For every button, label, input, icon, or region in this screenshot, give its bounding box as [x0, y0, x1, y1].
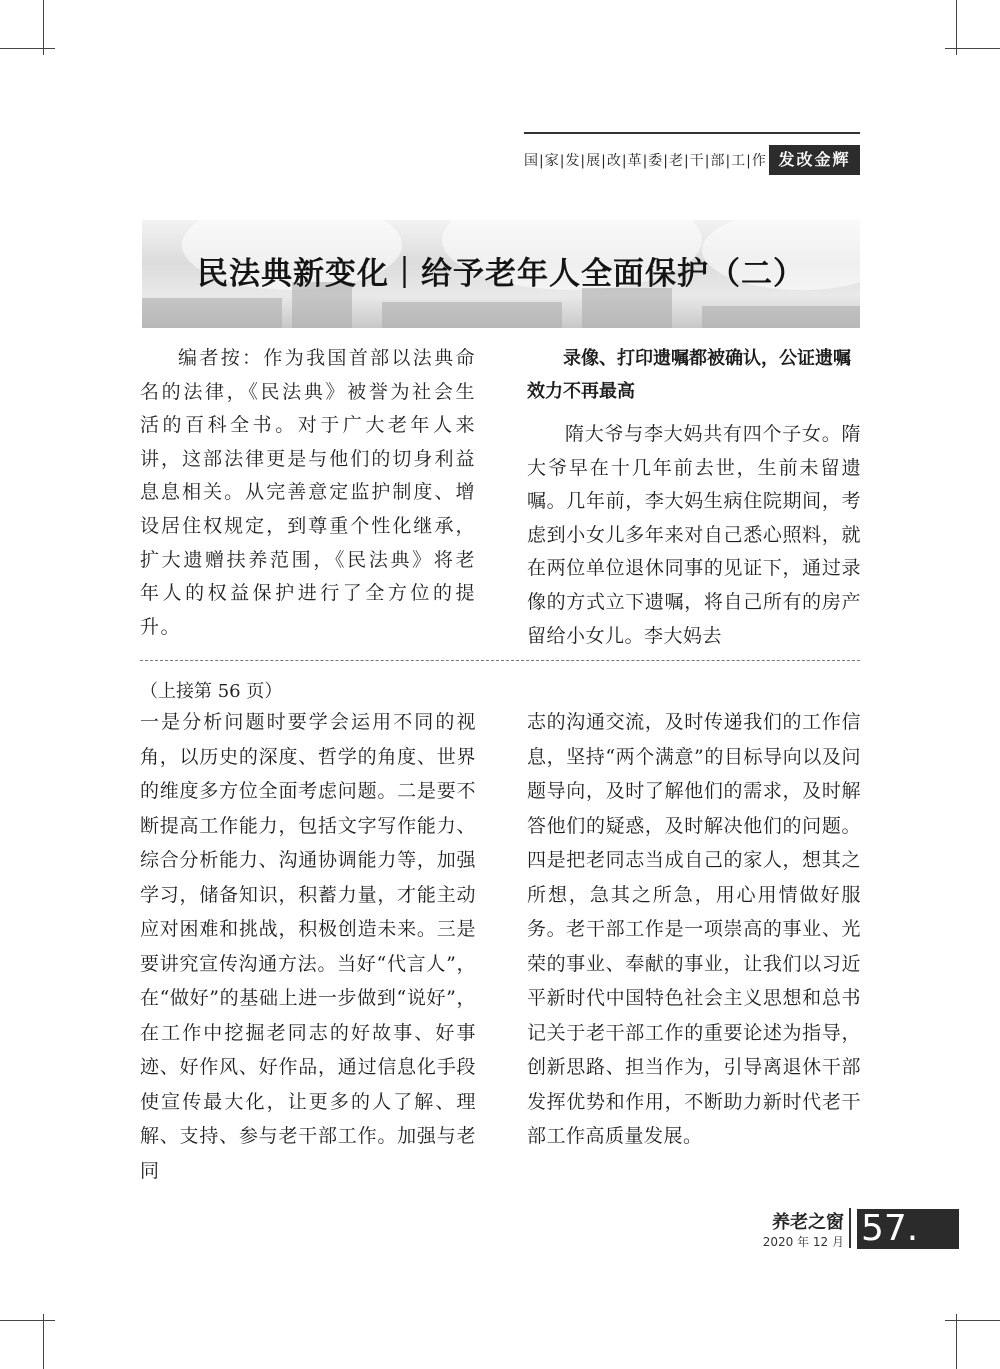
article-paragraph: 隋大爷与李大妈共有四个子女。隋大爷早在十几年前去世，生前未留遗嘱。几年前，李大妈生病住院期间，考虑到小女儿多年来对自己悉心照料，就在两位单位退休同事的见证下，通过录像的方式立下遗嘱，将自己所有的房产留给小女儿。李大妈去 — [527, 423, 861, 647]
crop-mark — [945, 48, 1000, 49]
dashed-divider — [140, 660, 860, 661]
crop-mark — [0, 48, 55, 49]
continued-left-column: 一是分析问题时要学会运用不同的视角，以历史的深度、哲学的角度、世界的维度多方位全面考虑问题。二是要不断提高工作能力，包括文字写作能力、综合分析能力、沟通协调能力等，加强学习，储备知识，积蓄力量，才能主动应对困难和挑战，积极创造未来。三是要讲究宣传沟通方法。当好“代言人”，在“做好”的基础上进一步做到“说好”，在工作中挖掘老同志的好故事、好事迹、好作风、好作品，通过信息化手段使宣传最大化，让更多的人了解、理解、支持、参与老干部工作。加强与老同 — [140, 711, 476, 1182]
section-header: 国|家|发|展|改|革|委|老|干|部|工|作 — [524, 153, 767, 169]
page-number: 57. — [857, 1209, 959, 1249]
crop-mark — [956, 0, 957, 55]
issue-date: 2020 年 12 月 — [762, 1235, 844, 1249]
section-tag: 发改金辉 — [769, 145, 860, 175]
title-banner — [142, 220, 860, 328]
editor-note: 编者按：作为我国首部以法典命名的法律，《民法典》被誉为社会生活的百科全书。对于广大老年人来讲，这部法律更是与他们的切身利益息息相关。从完善意定监护制度、增设居住权规定，到尊重个性化继承，扩大遗赠扶养范围，《民法典》将老年人的权益保护进行了全方位的提升。 — [140, 347, 476, 638]
article-title: 民法典新变化｜给予老年人全面保护（二） — [197, 256, 805, 292]
header-rule — [524, 132, 860, 134]
continued-right-column: 志的沟通交流，及时传递我们的工作信息，坚持“两个满意”的目标导向以及问题导向，及时了解他们的需求，及时解答他们的疑惑，及时解决他们的问题。四是把老同志当成自己的家人，想其之所想，急其之所急，用心用情做好服务。老干部工作是一项崇高的事业、光荣的事业、奉献的事业，让我们以习近平新时代中国特色社会主义思想和总书记关于老干部工作的重要论述为指导，创新思路、担当作为，引导离退休干部发挥优势和作用，不断助力新时代老干部工作高质量发展。 — [527, 711, 861, 1147]
article-column — [527, 342, 861, 653]
footer-separator — [849, 1208, 851, 1248]
crop-mark — [945, 1320, 1000, 1321]
crop-mark — [956, 1314, 957, 1369]
article-subheading: 录像、打印遗嘱都被确认，公证遗嘱效力不再最高 — [527, 348, 851, 402]
continued-note: （上接第 56 页） — [140, 681, 283, 702]
crop-mark — [0, 1320, 55, 1321]
crop-mark — [43, 0, 44, 55]
crop-mark — [43, 1314, 44, 1369]
magazine-name: 养老之窗 — [772, 1212, 844, 1233]
